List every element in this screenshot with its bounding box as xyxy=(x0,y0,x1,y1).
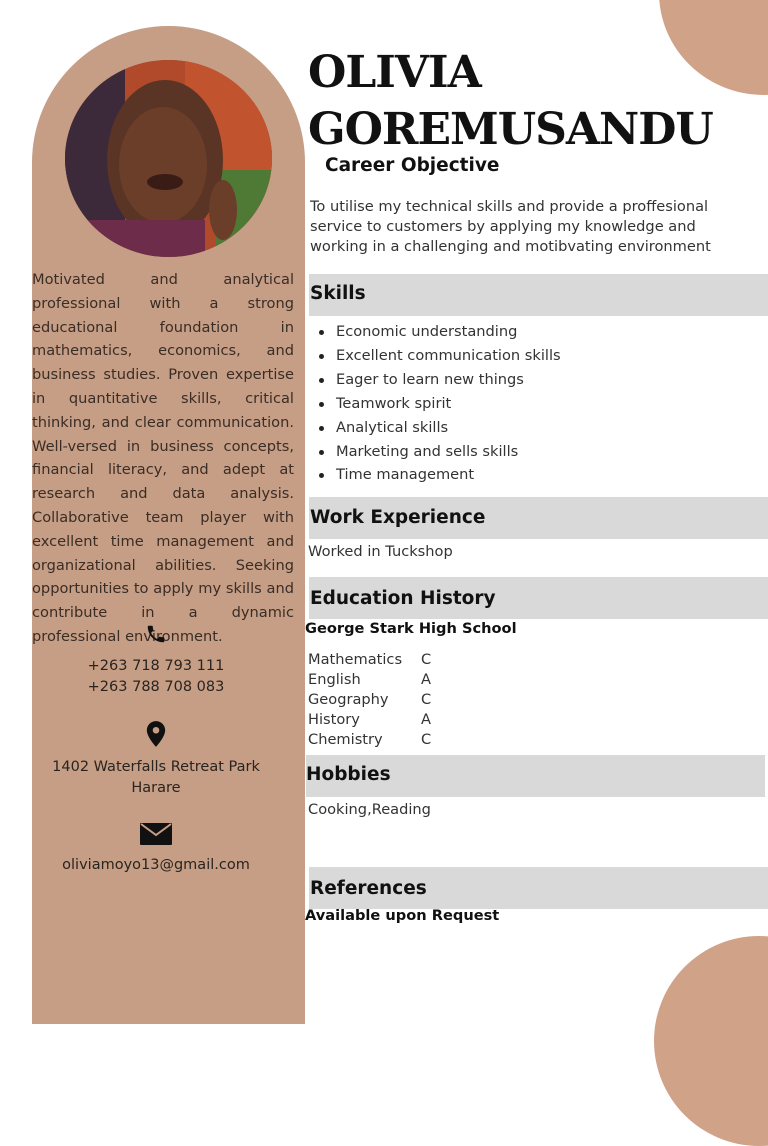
list-item: Time management xyxy=(336,463,561,487)
career-objective-heading: Career Objective xyxy=(325,155,500,176)
subject: History xyxy=(308,711,360,728)
career-objective-text: To utilise my technical skills and provide a proffesional service to customers by applying my knowledge and working in a challenging and motibvating environment xyxy=(310,198,711,255)
list-item: Teamwork spirit xyxy=(336,392,561,416)
references-heading: References xyxy=(310,878,427,899)
subject: Geography xyxy=(308,691,389,708)
references-text: Available upon Request xyxy=(305,907,500,924)
table-row xyxy=(308,650,431,670)
last-name: GOREMUSANDU xyxy=(308,104,713,155)
address-line-2: Harare xyxy=(131,780,181,796)
address-line-1: 1402 Waterfalls Retreat Park xyxy=(52,759,260,775)
skills-heading: Skills xyxy=(310,283,366,304)
table-row xyxy=(308,670,431,690)
subject: Chemistry xyxy=(308,731,383,748)
list-item: Excellent communication skills xyxy=(336,344,561,368)
grade: C xyxy=(421,731,432,748)
profile-summary: Motivated and analytical professional with a strong educational foundation in mathematics, economics, and business studies. Proven expertise in quantitative skills, critical thinking, and clear communication. Well-versed in business concepts, financial literacy, and adept at research and data analysis. Collaborative team player with excellent time management and organizational abilities. Seeking opportunities to apply my skills and contribute in a dynamic professional environment. xyxy=(32,271,294,645)
table-row xyxy=(308,710,431,730)
profile-photo xyxy=(65,60,272,257)
decorative-corner-circle-bottom xyxy=(654,936,768,1146)
skills-list xyxy=(336,320,561,487)
list-item: Economic understanding xyxy=(336,320,561,344)
work-experience-text: Worked in Tuckshop xyxy=(308,543,453,560)
table-row xyxy=(308,690,431,710)
school-name: George Stark High School xyxy=(305,620,517,637)
hobbies-heading: Hobbies xyxy=(306,764,391,785)
phone-number-1[interactable]: +263 718 793 111 xyxy=(87,658,225,674)
location-pin-icon xyxy=(140,718,172,750)
grade: C xyxy=(421,651,432,668)
skills-section-band xyxy=(309,274,768,316)
first-name: OLIVIA xyxy=(308,47,481,98)
list-item: Analytical skills xyxy=(336,416,561,440)
subject: Mathematics xyxy=(308,651,403,668)
email-address[interactable]: oliviamoyo13@gmail.com xyxy=(62,857,250,873)
hobbies-text: Cooking,Reading xyxy=(308,801,431,818)
education-heading: Education History xyxy=(310,588,496,609)
grade: A xyxy=(421,711,431,728)
envelope-icon xyxy=(140,818,172,850)
candidate-name xyxy=(308,44,748,158)
list-item: Eager to learn new things xyxy=(336,368,561,392)
phone-number-2[interactable]: +263 788 708 083 xyxy=(87,679,225,695)
work-experience-heading: Work Experience xyxy=(310,507,486,528)
subject: English xyxy=(308,671,361,688)
grades-table xyxy=(308,650,431,750)
grade: A xyxy=(421,671,431,688)
list-item: Marketing and sells skills xyxy=(336,440,561,464)
phone-icon xyxy=(140,618,172,650)
table-row xyxy=(308,730,431,750)
grade: C xyxy=(421,691,432,708)
